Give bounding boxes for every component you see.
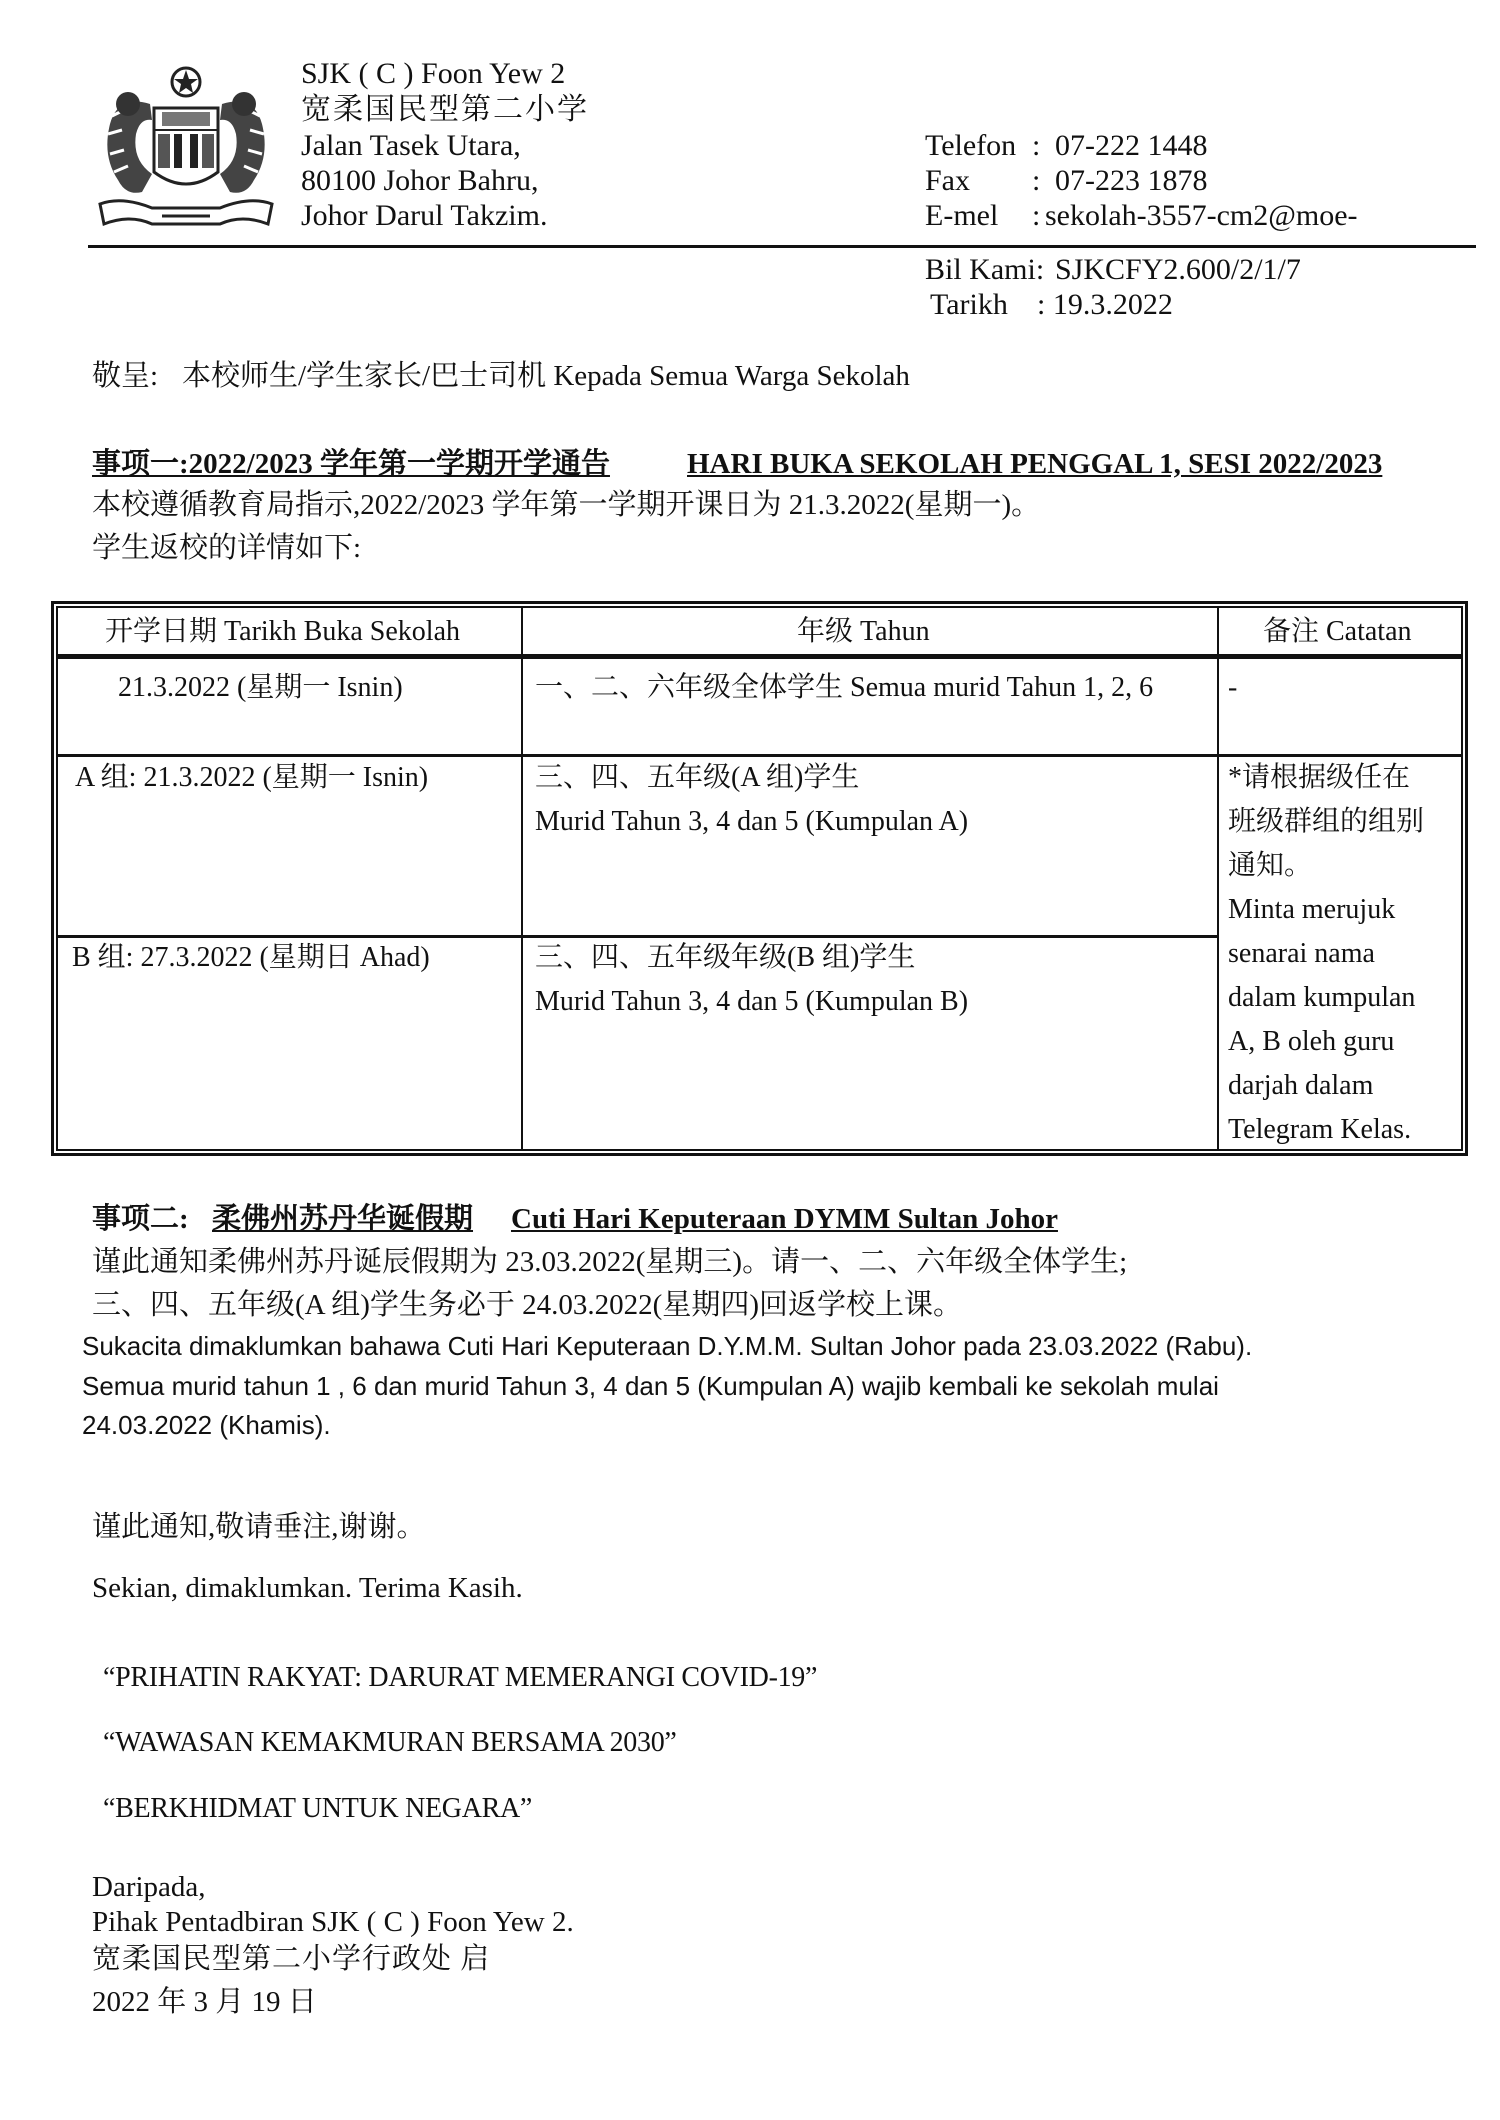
- table-row3-grade-chinese: 三、四、五年级年级(B 组)学生: [535, 942, 916, 973]
- malaysia-coat-of-arms-logo: [92, 64, 280, 232]
- school-name-chinese: 宽柔国民型第二小学: [301, 93, 589, 126]
- item2-line-1: 谨此通知柔佛州苏丹诞辰假期为 23.03.2022(星期三)。请一、二、六年级全体学生;: [92, 1246, 1128, 1278]
- address-line-3: Johor Darul Takzim.: [301, 199, 548, 232]
- item1-title-chinese: 事项一:2022/2023 学年第一学期开学通告: [92, 448, 610, 480]
- table-note-merged: [1228, 756, 1460, 1152]
- bil-kami-label: Bil Kami:: [925, 253, 1045, 286]
- table-row1-grade: 一、二、六年级全体学生 Semua murid Tahun 1, 2, 6: [535, 672, 1154, 703]
- item1-paragraph-line-2: 学生返校的详情如下:: [92, 532, 362, 564]
- address-line-1: Jalan Tasek Utara,: [301, 129, 521, 162]
- signoff-sender: Pihak Pentadbiran SJK ( C ) Foon Yew 2.: [92, 1906, 574, 1938]
- table-row2-grade-malay: Murid Tahun 3, 4 dan 5 (Kumpulan A): [535, 806, 969, 837]
- table-header-note: 备注 Catatan: [1263, 616, 1412, 647]
- note-line: senarai nama: [1228, 938, 1375, 969]
- signoff-date: 2022 年 3 月 19 日: [92, 1986, 317, 2018]
- item2-title-malay: Cuti Hari Keputeraan DYMM Sultan Johor: [511, 1203, 1058, 1235]
- note-line: A, B oleh guru: [1228, 1026, 1395, 1057]
- address-line-2: 80100 Johor Bahru,: [301, 164, 539, 197]
- note-line: 班级群组的组别: [1228, 806, 1425, 837]
- telefon-colon: :: [1032, 129, 1041, 162]
- table-header-grade: 年级 Tahun: [797, 616, 930, 647]
- signoff-from: Daripada,: [92, 1871, 206, 1903]
- salutation-recipients: 本校师生/学生家长/巴士司机 Kepada Semua Warga Sekolah: [182, 360, 910, 392]
- item2-line-4: Semua murid tahun 1 , 6 dan murid Tahun 3, 4 dan 5 (Kumpulan A) wajib kembali ke sekolah mulai: [82, 1371, 1219, 1401]
- fax-label: Fax: [925, 164, 970, 197]
- telefon-number: 07-222 1448: [1055, 129, 1208, 162]
- email-address: sekolah-3557-cm2@moe-: [1045, 199, 1358, 232]
- note-line: Minta merujuk: [1228, 894, 1396, 925]
- bil-kami-value: SJKCFY2.600/2/1/7: [1055, 253, 1301, 286]
- table-row3-grade-malay: Murid Tahun 3, 4 dan 5 (Kumpulan B): [535, 986, 969, 1017]
- fax-number: 07-223 1878: [1055, 164, 1208, 197]
- item1-paragraph-line-1: 本校遵循教育局指示,2022/2023 学年第一学期开课日为 21.3.2022(星期一)。: [92, 489, 1041, 521]
- note-line: darjah dalam: [1228, 1070, 1374, 1101]
- letterhead-divider: [88, 245, 1476, 248]
- motto-3: “BERKHIDMAT UNTUK NEGARA”: [103, 1793, 533, 1824]
- email-colon: :: [1032, 199, 1041, 232]
- note-line: dalam kumpulan: [1228, 982, 1416, 1013]
- table-row1-note: -: [1228, 672, 1238, 703]
- email-label: E-mel: [925, 199, 999, 232]
- table-row1-date: 21.3.2022 (星期一 Isnin): [118, 672, 403, 703]
- table-col-divider-2: [1217, 606, 1219, 1151]
- table-header-divider: [56, 654, 1463, 659]
- closing-malay: Sekian, dimaklumkan. Terima Kasih.: [92, 1572, 523, 1604]
- item2-line-2: 三、四、五年级(A 组)学生务必于 24.03.2022(星期四)回返学校上课。: [92, 1289, 962, 1321]
- tarikh-label: Tarikh: [930, 288, 1008, 321]
- motto-1: “PRIHATIN RAKYAT: DARURAT MEMERANGI COVID-19”: [103, 1662, 818, 1693]
- school-name: SJK ( C ) Foon Yew 2: [301, 57, 566, 90]
- note-line: *请根据级任在: [1228, 762, 1411, 793]
- item1-title-malay: HARI BUKA SEKOLAH PENGGAL 1, SESI 2022/2023: [687, 448, 1383, 480]
- closing-chinese: 谨此通知,敬请垂注,谢谢。: [92, 1511, 426, 1543]
- note-line: Telegram Kelas.: [1228, 1114, 1412, 1145]
- note-line: 通知。: [1228, 850, 1313, 881]
- signoff-sender-chinese: 宽柔国民型第二小学行政处 启: [92, 1943, 491, 1975]
- motto-2: “WAWASAN KEMAKMURAN BERSAMA 2030”: [103, 1727, 677, 1758]
- telefon-label: Telefon: [925, 129, 1017, 162]
- item2-title-chinese: 柔佛州苏丹华诞假期: [212, 1203, 474, 1235]
- fax-colon: :: [1032, 164, 1041, 197]
- table-col-divider-1: [521, 606, 523, 1151]
- table-header-date: 开学日期 Tarikh Buka Sekolah: [105, 616, 460, 647]
- item2-label: 事项二:: [92, 1203, 189, 1235]
- table-row3-date: B 组: 27.3.2022 (星期日 Ahad): [72, 942, 430, 973]
- item2-line-5: 24.03.2022 (Khamis).: [82, 1410, 331, 1440]
- item2-line-3: Sukacita dimaklumkan bahawa Cuti Hari Keputeraan D.Y.M.M. Sultan Johor pada 23.03.2022 (Rabu).: [82, 1331, 1253, 1361]
- table-row2-grade-chinese: 三、四、五年级(A 组)学生: [535, 762, 860, 793]
- table-row2-date: A 组: 21.3.2022 (星期一 Isnin): [75, 762, 429, 793]
- tarikh-value: : 19.3.2022: [1037, 288, 1173, 321]
- salutation-label: 敬呈:: [92, 360, 159, 392]
